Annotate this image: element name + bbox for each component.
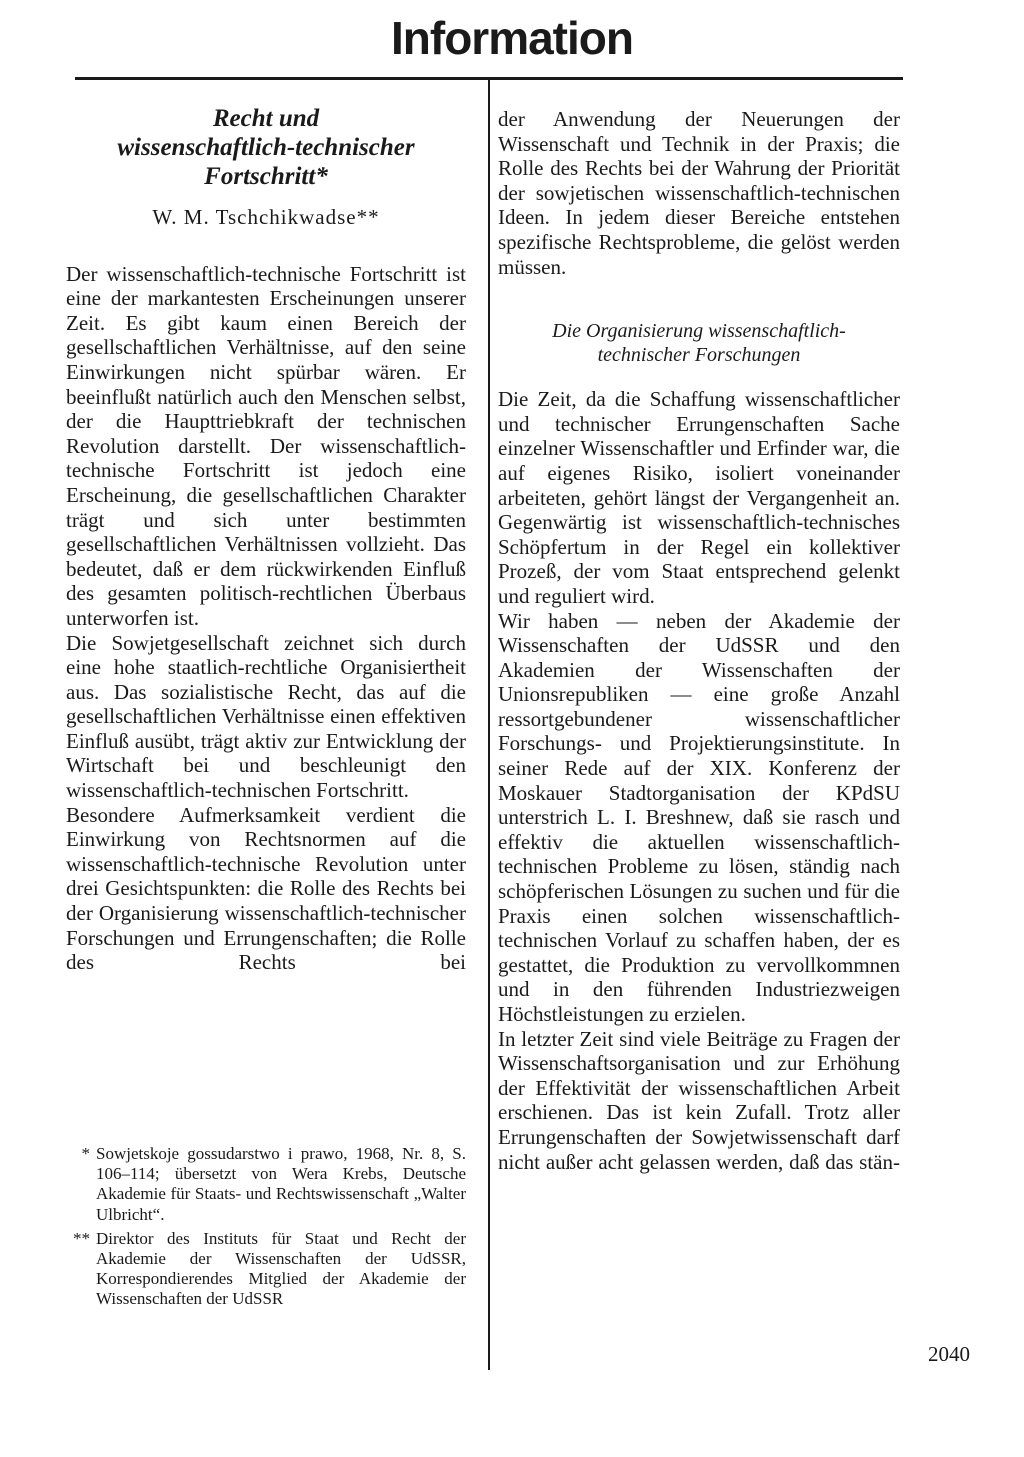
footnote [66,1229,466,1310]
article-title-line: Recht und [212,105,320,132]
subheading-line: Die Organisierung wissenschaftlich- [552,320,846,343]
body-paragraph: Besondere Aufmerksamkeit verdient die Einwirkung von Rechtsnormen auf die wissenschaftlich-technische Revolution unter drei Gesichtspunkten: die Rolle des Rechts bei der Organisierung wissenschaftlich-technischer Forschungen und Errungenschaften; die Rolle des Rechts bei [66,802,466,975]
body-paragraph: Die Zeit, da die Schaffung wissenschaftlicher und technischer Errungenschaften Sache einzelner Wissenschaftler und Erfinder war, die auf eigenes Risiko, isoliert voneinander arbeiteten, gehört längst der Vergangenheit an. Gegenwärtig ist wissenschaftlich-technisches Schöpfertum in der Regel ein kollektiver Prozeß, der vom Staat entsprechend gelenkt und reguliert wird. [498,387,900,608]
footnote-text: Direktor des Instituts für Staat und Recht der Akademie der Wissenschaften der UdSSR, Korrespondierendes Mitglied der Akademie der Wissenschaften der UdSSR [96,1228,466,1309]
section-subheading [498,319,900,367]
article-title [66,104,466,191]
body-paragraph: Der wissenschaftlich-technische Fortschritt ist eine der markantesten Erscheinungen unserer Zeit. Es gibt kaum einen Bereich der gesellschaftlichen Verhältnisse, auf den seine Einwirkungen nicht spürbar wären. Er beeinflußt natürlich auch den Menschen selbst, der die Haupttriebkraft der technischen Revolution darstellt. Der wissenschaftlich-technische Fortschritt ist jedoch eine Erscheinung, die gesellschaftlichen Charakter trägt und sich unter bestimmten gesellschaftlichen Verhältnissen vollzieht. Das bedeutet, daß er dem rückwirkenden Einfluß des gesamten politisch-rechtlichen Überbaus unterworfen ist. [66,261,466,630]
subheading-line: technischer Forschungen [597,344,801,367]
body-paragraph: Die Sowjetgesellschaft zeichnet sich durch eine hohe staatlich-rechtliche Organisiertheit aus. Das sozialistische Recht, das auf die gesellschaftlichen Verhältnisse einen effektiven Einfluß ausübt, trägt aktiv zur Entwicklung der Wirtschaft bei und beschleunigt den wissenschaftlich-technischen Fortschritt. [66,630,466,803]
footnote-text: Sowjetskoje gossudarstwo i prawo, 1968, Nr. 8, S. 106–114; übersetzt von Wera Krebs, Deutsche Akademie für Staats- und Rechtswissenschaft „Walter Ulbricht“. [96,1144,466,1224]
article-title-line: Fortschritt* [204,163,328,190]
article-title-line: wissenschaftlich-technischer [117,134,415,161]
footnotes [66,1144,466,1314]
footnote-mark: * [81,1144,90,1163]
footnote-mark: ** [73,1228,90,1248]
right-column [498,107,900,1174]
body-paragraph: In letzter Zeit sind viele Beiträge zu Fragen der Wissenschaftsorganisation und zur Erhöhung der Effektivität der wissenschaftlichen Arbeit erschienen. Das ist kein Zufall. Trotz aller Errungenschaften der Sowjetwissenschaft darf nicht außer acht gelassen werden, daß das stän- [498,1026,900,1174]
article-author: W. M. Tschchikwadse** [152,205,380,229]
column-divider [488,80,490,1370]
body-paragraph: Wir haben — neben der Akademie der Wissenschaften der UdSSR und den Akademien der Wissenschaften der Unionsrepubliken — eine große Anzahl ressortgebundener wissenschaftlicher Forschungs- und Projektierungsinstitute. In seiner Rede auf der XIX. Konferenz der Moskauer Stadtorganisation der KPdSU unterstrich L. I. Breshnew, daß sie rasch und effektiv die aktuellen wissenschaftlich-technischen Probleme zu lösen, ständig nach schöpferischen Lösungen zu suchen und für die Praxis einen solchen wissenschaftlich-technischen Vorlauf zu schaffen haben, der es gestattet, die Produktion zu vervollkommnen und in den führenden Industriezweigen Höchstleistungen zu erzielen. [498,608,900,1026]
left-column [66,104,466,975]
page-number: 2040 [928,1342,970,1366]
footnote [66,1144,466,1225]
body-paragraph: der Anwendung der Neuerungen der Wissenschaft und Technik in der Praxis; die Rolle des Rechts bei der Wahrung der Priorität der sowjetischen wissenschaftlich-technischen Ideen. In jedem dieser Bereiche entstehen spezifische Rechtsprobleme, die gelöst werden müssen. [498,107,900,279]
section-title: Information [391,12,633,64]
